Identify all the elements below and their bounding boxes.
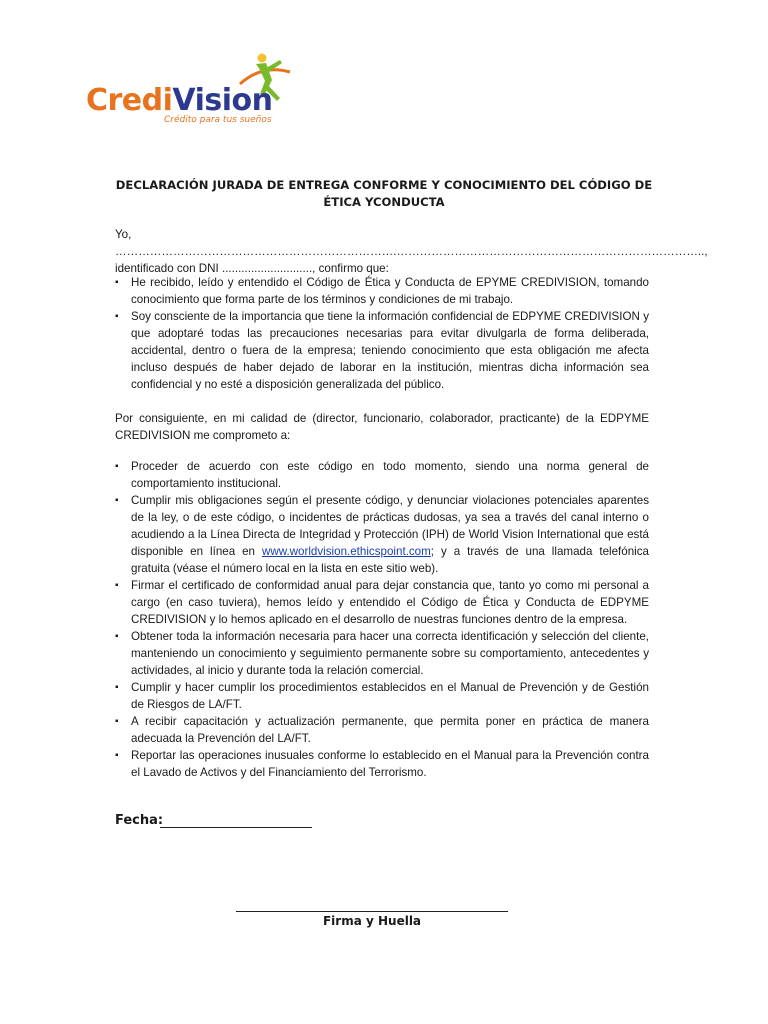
credivision-logo xyxy=(86,50,306,130)
list-item: ▪ Obtener toda la información necesaria para hacer una correcta identificación y selección del cliente, manteniendo un conocimiento y seguimiento permanente sobre su comportamiento, antecedentes y actividades, al inicio y durante toda la relación comercial. xyxy=(115,628,649,679)
list-item: ▪ Soy consciente de la importancia que tiene la información confidencial de EDPYME CREDIVISION y que adoptaré todas las precauciones necesarias para evitar divulgarla de forma deliberada, accidental, dentro o fuera de la empresa; teniendo conocimiento que esta obligación me afecta incluso después de haber dejado de laborar en la institución, mientras dicha información sea confidencial y no esté a disposición generalizada del público. xyxy=(115,308,649,393)
list-item-text: Cumplir mis obligaciones según el presente código, y denunciar violaciones potenciales aparentes de la ley, o de este código, o incidentes de prácticas dudosas, ya sea a través del canal interno o acudiendo a la Línea Directa de Integridad y Protección (IPH) de World Vision International que está disponible en línea en xyxy=(131,494,649,558)
list-item: ▪ Reportar las operaciones inusuales conforme lo establecido en el Manual para la Prevención contra el Lavado de Activos y del Financiamiento del Terrorismo. xyxy=(115,747,649,781)
logo-wordmark xyxy=(86,83,273,118)
list-item: ▪ He recibido, leído y entendido el Código de Ética y Conducta de EPYME CREDIVISION, tomando conocimiento que forma parte de los términos y condiciones de mi trabajo. xyxy=(115,274,649,308)
ethicspoint-link[interactable]: www.worldvision.ethicspoint.com xyxy=(261,545,431,558)
fecha-label: Fecha: xyxy=(115,813,164,828)
list-item: ▪ Cumplir y hacer cumplir los procedimientos establecidos en el Manual de Prevención y de Gestión de Riesgos de LA/FT. xyxy=(115,679,649,713)
fecha-blank-line xyxy=(160,827,312,828)
list-item-text: ; y a través de una llamada telefónica gratuita (véase el número local en la lista en este sitio web). xyxy=(131,545,649,575)
commitment-paragraph: Por consiguiente, en mi calidad de (director, funcionario, colaborador, practicante) de la EDPYME CREDIVISION me comprometo a: xyxy=(115,412,649,442)
logo-credi: Credi xyxy=(86,83,173,118)
logo-tagline: Crédito para tus sueños xyxy=(164,115,272,125)
confirmation-list xyxy=(115,274,649,393)
intro-dni-line: identificado con DNI ............................, confirmo que: xyxy=(115,262,389,275)
intro-name-line: Yo, ……………………………………………………………….…………………………………………………………………….., xyxy=(115,228,708,258)
intro-block xyxy=(115,226,708,277)
commitment-list xyxy=(115,458,649,781)
list-item xyxy=(115,492,649,577)
list-item: ▪ A recibir capacitación y actualización permanente, que permita poner en práctica de manera adecuada la Prevención del LA/FT. xyxy=(115,713,649,747)
signature-line xyxy=(236,911,508,912)
logo-vision: Vision xyxy=(172,83,273,118)
signature-label: Firma y Huella xyxy=(322,914,422,928)
list-item: ▪ Firmar el certificado de conformidad anual para dejar constancia que, tanto yo como mi personal a cargo (en caso tuviera), hemos leído y entendido el Código de Ética y Conducta de EDPYME CREDIVISION y lo hemos aplicado en el desarrollo de nuestras funciones dentro de la empresa. xyxy=(115,577,649,628)
document-title: DECLARACIÓN JURADA DE ENTREGA CONFORME Y CONOCIMIENTO DEL CÓDIGO DE ÉTICA YCONDUCTA xyxy=(115,178,653,209)
list-item: ▪ Proceder de acuerdo con este código en todo momento, siendo una norma general de comportamiento institucional. xyxy=(115,458,649,492)
